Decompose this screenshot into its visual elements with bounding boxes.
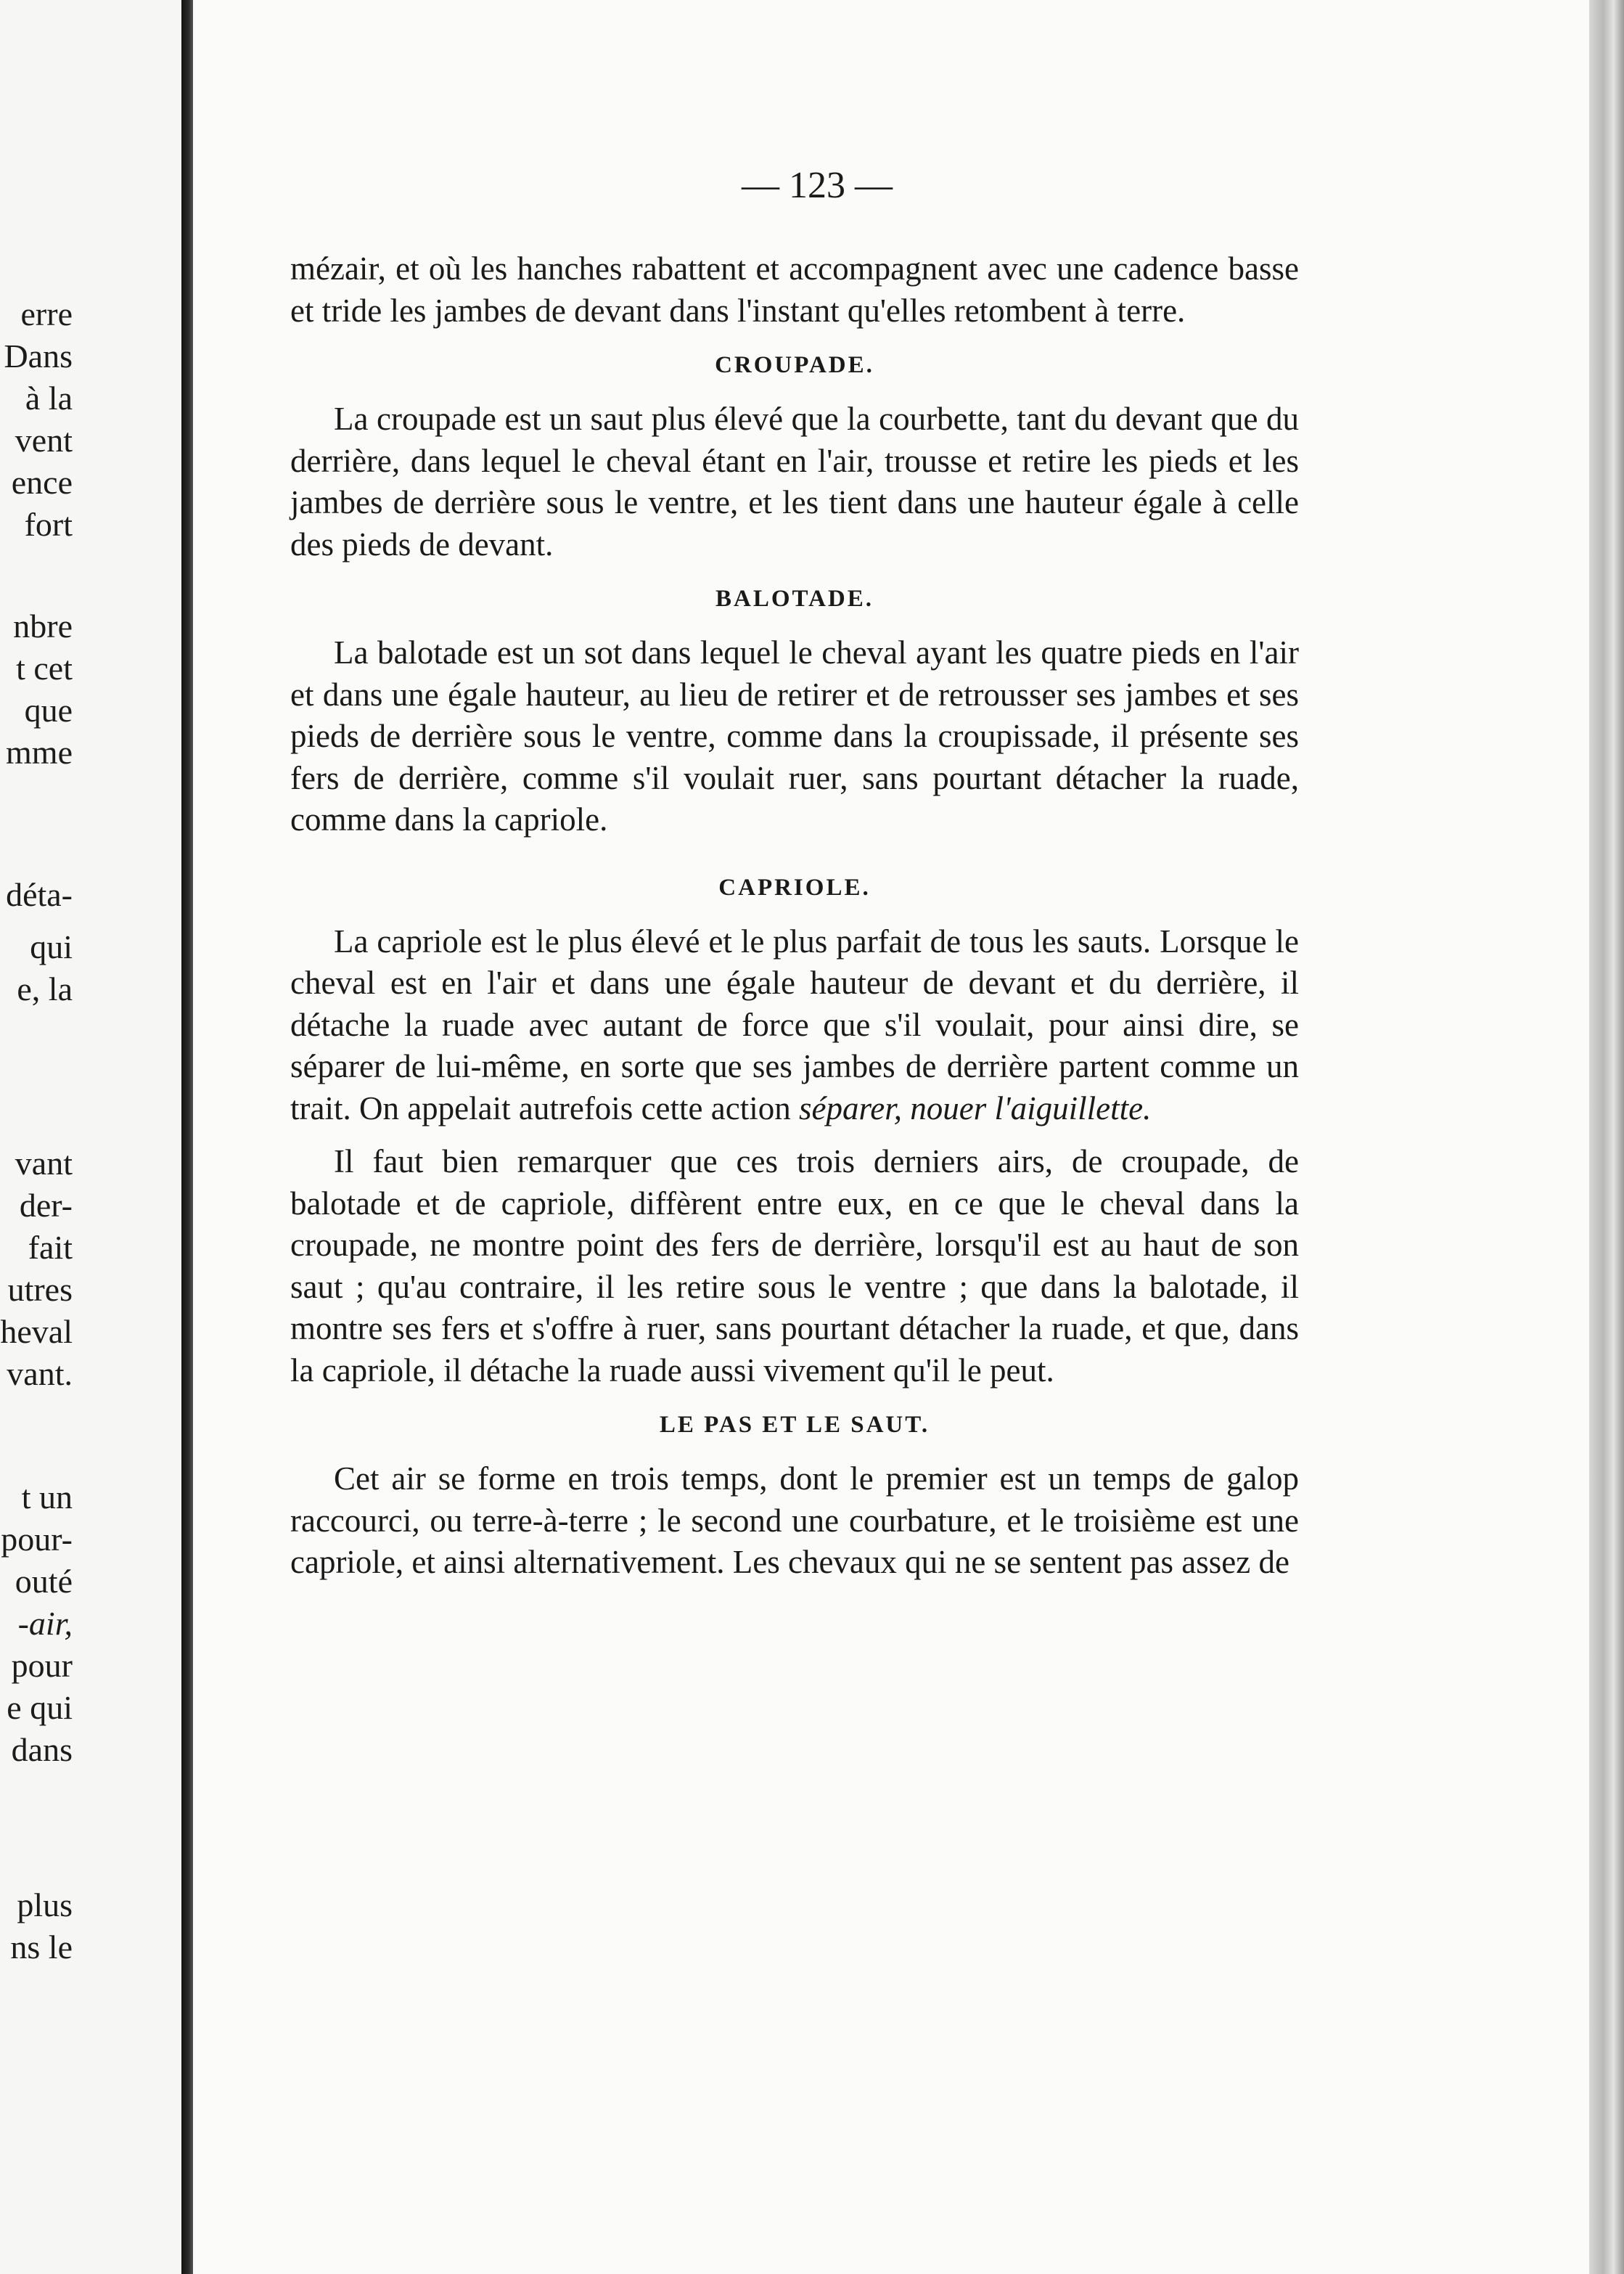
facing-page-fragment: ns le (10, 1929, 73, 1966)
facing-page-fragment: vant (15, 1145, 73, 1182)
facing-page-fragment: der- (19, 1187, 73, 1224)
facing-page-fragment: vant. (7, 1355, 73, 1392)
page-stack-edge (1589, 0, 1624, 2274)
facing-page-fragment: plus (17, 1886, 73, 1923)
facing-page-fragment: vent (15, 422, 73, 459)
facing-page-fragment: pour- (1, 1521, 73, 1558)
facing-page-fragment: e qui (7, 1689, 73, 1726)
book-binding-shadow (181, 0, 193, 2274)
facing-page-fragment: t cet (16, 650, 73, 687)
section-heading-balotade: BALOTADE. (715, 586, 874, 612)
facing-page-fragment: -air, (17, 1605, 73, 1642)
facing-page-fragment: fort (24, 506, 73, 543)
facing-page-fragment: nbre (13, 608, 73, 645)
facing-page-fragment: à la (25, 380, 73, 417)
facing-page-fragment: Dans (4, 338, 73, 375)
facing-page-fragment: heval (0, 1313, 73, 1350)
section-heading-capriole: CAPRIOLE. (718, 874, 871, 901)
paragraph: Il faut bien remarquer que ces trois derniers airs, de croupade, de balotade et de capriole, diffèrent entre eux, en ce que le cheval dans la croupade, ne montre point des fers de derrière, lorsqu'il est au haut de son saut ; qu'au contraire, il les retire sous le ventre ; que dans la balotade, il montre ses fers et s'offre à ruer, sans pourtant détacher la ruade, et que, dans la capriole, il détache la ruade aussi vivement qu'il le peut. (290, 1143, 1299, 1388)
page-body (290, 248, 1299, 1584)
facing-page-fragment: t un (21, 1478, 73, 1516)
facing-page-edge (0, 0, 181, 2274)
facing-page-fragment: qui (30, 928, 73, 965)
paragraph-text: La capriole est le plus élevé et le plus parfait de tous les sauts. Lorsque le cheval est en l'air et dans une égale hauteur de devant et du derrière, il détache la ruade avec autant de force que s'il voulait, pour ainsi dire, se séparer de lui-même, en sorte que ses jambes de derrière partent comme un trait. On appelait autrefois cette action (290, 923, 1299, 1126)
paragraph: Cet air se forme en trois temps, dont le premier est un temps de galop raccourci, ou terre-à-terre ; le second une courbature, et le troisième est une capriole, et ainsi alternativement. Les chevaux qui ne se sentent pas assez de (290, 1460, 1299, 1580)
facing-page-fragment: utres (7, 1271, 73, 1308)
paragraph: La croupade est un saut plus élevé que la courbette, tant du devant que du derrière, dans lequel le cheval étant en l'air, trousse et retire les pieds et les jambes de derrière sous le ventre, et les tient dans une hauteur égale à celle des pieds de devant. (290, 401, 1299, 563)
facing-page-fragment: outé (15, 1563, 73, 1600)
paragraph (290, 921, 1299, 1130)
facing-page-fragment: fait (28, 1229, 73, 1266)
facing-page-fragment: erre (20, 295, 73, 332)
paragraph: La balotade est un sot dans lequel le cheval ayant les quatre pieds en l'air et dans une égale hauteur, au lieu de retirer et de retrousser ses jambes et ses pieds de derrière sous le ventre, comme dans la croupissade, il présente ses fers de derrière, comme s'il voulait ruer, sans pourtant détacher la ruade, comme dans la capriole. (290, 634, 1299, 838)
facing-page-fragment: déta- (6, 876, 73, 913)
page-number: — 123 — (742, 165, 893, 206)
italic-phrase: séparer, nouer l'aiguillette. (798, 1089, 1152, 1126)
paragraph: mézair, et où les hanches rabattent et accompagnent avec une cadence basse et tride les jambes de devant dans l'instant qu'elles retombent à terre. (290, 250, 1299, 329)
facing-page-fragment: mme (6, 734, 73, 771)
facing-page-fragment: dans (11, 1731, 73, 1768)
facing-page-fragment: ence (11, 464, 73, 501)
section-heading-le-pas-et-le-saut: LE PAS ET LE SAUT. (659, 1412, 930, 1438)
section-heading-croupade: CROUPADE. (715, 352, 874, 378)
facing-page-fragment: que (24, 692, 73, 729)
facing-page-fragment: e, la (17, 970, 73, 1007)
facing-page-fragment: pour (11, 1647, 73, 1684)
